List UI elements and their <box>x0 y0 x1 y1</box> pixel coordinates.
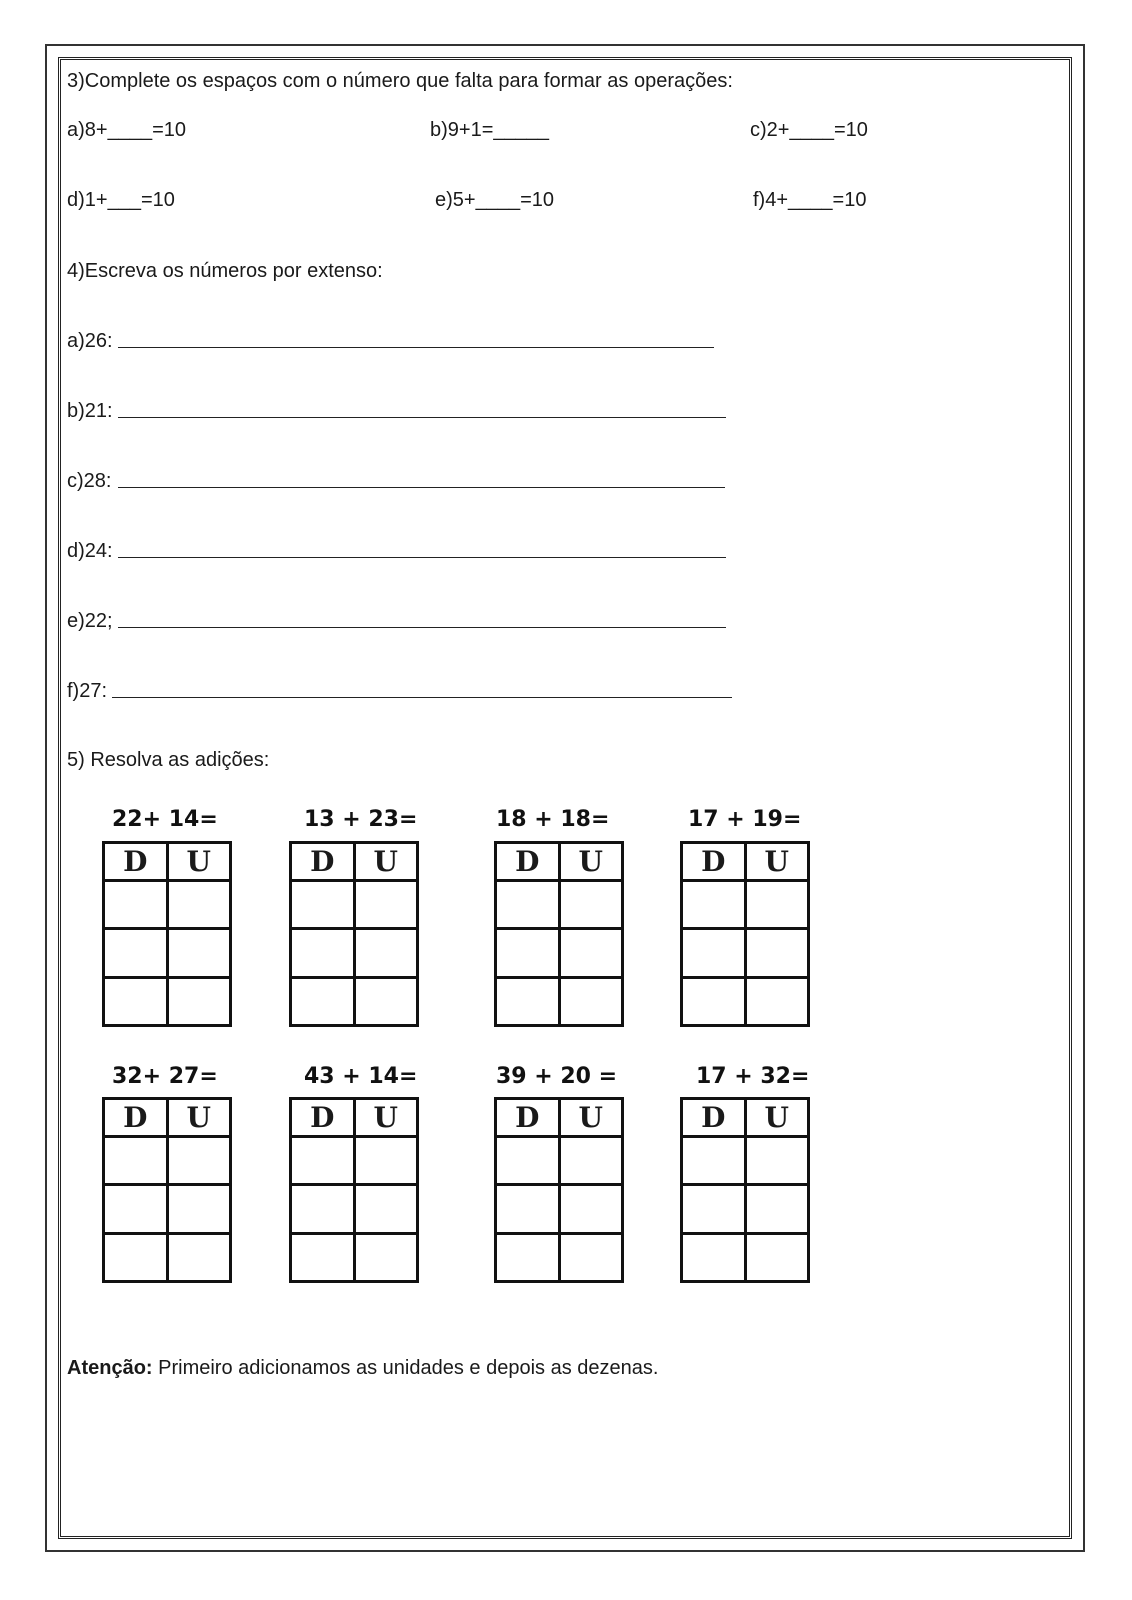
du-grid <box>680 1097 810 1283</box>
grid-cell[interactable] <box>682 881 746 929</box>
q3-item-d: d)1+___=10 <box>67 189 175 211</box>
grid-cell[interactable] <box>496 929 560 977</box>
grid-cell[interactable] <box>291 881 355 929</box>
du-grid <box>680 841 810 1027</box>
sum-label: 13 + 23= <box>304 807 418 832</box>
grid-cell[interactable] <box>167 977 231 1025</box>
attention-note <box>67 1356 658 1380</box>
du-grid <box>494 1097 624 1283</box>
units-header: U <box>354 1099 418 1137</box>
grid-cell[interactable] <box>559 881 623 929</box>
tens-header: D <box>496 843 560 881</box>
answer-line-d[interactable] <box>118 557 726 558</box>
tens-header: D <box>104 1099 168 1137</box>
q4-item-f: f)27: <box>67 680 108 702</box>
q3-title: 3)Complete os espaços com o número que falta para formar as operações: <box>67 70 733 92</box>
sum-label: 39 + 20 = <box>496 1064 618 1089</box>
units-header: U <box>167 1099 231 1137</box>
sum-label: 32+ 27= <box>112 1064 218 1089</box>
q3-item-e: e)5+____=10 <box>435 189 555 211</box>
q4-item-d: d)24: <box>67 540 113 562</box>
tens-header: D <box>496 1099 560 1137</box>
grid-cell[interactable] <box>559 929 623 977</box>
answer-line-b[interactable] <box>118 417 726 418</box>
units-header: U <box>559 843 623 881</box>
du-grid <box>102 1097 232 1283</box>
sum-label: 17 + 19= <box>688 807 802 832</box>
grid-cell[interactable] <box>682 929 746 977</box>
grid-cell[interactable] <box>559 977 623 1025</box>
tens-header: D <box>104 843 168 881</box>
du-grid <box>494 841 624 1027</box>
du-grid <box>102 841 232 1027</box>
tens-header: D <box>682 843 746 881</box>
grid-cell[interactable] <box>104 1137 168 1185</box>
grid-cell[interactable] <box>354 1233 418 1281</box>
du-grid <box>289 1097 419 1283</box>
grid-cell[interactable] <box>167 1185 231 1233</box>
grid-cell[interactable] <box>559 1137 623 1185</box>
q4-item-c: c)28: <box>67 470 112 492</box>
grid-cell[interactable] <box>167 1137 231 1185</box>
grid-cell[interactable] <box>291 1233 355 1281</box>
grid-cell[interactable] <box>104 1233 168 1281</box>
grid-cell[interactable] <box>496 881 560 929</box>
grid-cell[interactable] <box>496 977 560 1025</box>
grid-cell[interactable] <box>104 881 168 929</box>
tens-header: D <box>682 1099 746 1137</box>
q4-item-e: e)22; <box>67 610 113 632</box>
answer-line-c[interactable] <box>118 487 725 488</box>
sum-label: 22+ 14= <box>112 807 218 832</box>
grid-cell[interactable] <box>104 977 168 1025</box>
grid-cell[interactable] <box>291 929 355 977</box>
units-header: U <box>167 843 231 881</box>
grid-cell[interactable] <box>291 1185 355 1233</box>
grid-cell[interactable] <box>682 1137 746 1185</box>
grid-cell[interactable] <box>682 1233 746 1281</box>
grid-cell[interactable] <box>745 1233 809 1281</box>
answer-line-a[interactable] <box>118 347 714 348</box>
grid-cell[interactable] <box>167 929 231 977</box>
grid-cell[interactable] <box>745 977 809 1025</box>
tens-header: D <box>291 843 355 881</box>
units-header: U <box>745 1099 809 1137</box>
q3-item-f: f)4+____=10 <box>753 189 867 211</box>
grid-cell[interactable] <box>682 977 746 1025</box>
q4-item-b: b)21: <box>67 400 113 422</box>
attention-label: Atenção: <box>67 1357 153 1379</box>
q3-item-c: c)2+____=10 <box>750 119 868 141</box>
q5-title: 5) Resolva as adições: <box>67 749 270 771</box>
grid-cell[interactable] <box>354 1137 418 1185</box>
tens-header: D <box>291 1099 355 1137</box>
grid-cell[interactable] <box>291 977 355 1025</box>
grid-cell[interactable] <box>496 1233 560 1281</box>
grid-cell[interactable] <box>496 1137 560 1185</box>
units-header: U <box>354 843 418 881</box>
sum-label: 18 + 18= <box>496 807 610 832</box>
grid-cell[interactable] <box>745 1137 809 1185</box>
units-header: U <box>745 843 809 881</box>
q3-item-a: a)8+____=10 <box>67 119 187 141</box>
grid-cell[interactable] <box>291 1137 355 1185</box>
grid-cell[interactable] <box>354 977 418 1025</box>
q4-item-a: a)26: <box>67 330 113 352</box>
du-grid <box>289 841 419 1027</box>
grid-cell[interactable] <box>745 881 809 929</box>
grid-cell[interactable] <box>354 1185 418 1233</box>
grid-cell[interactable] <box>354 881 418 929</box>
grid-cell[interactable] <box>745 929 809 977</box>
grid-cell[interactable] <box>682 1185 746 1233</box>
q4-title: 4)Escreva os números por extenso: <box>67 260 383 282</box>
grid-cell[interactable] <box>745 1185 809 1233</box>
sum-label: 17 + 32= <box>696 1064 810 1089</box>
answer-line-e[interactable] <box>118 627 726 628</box>
grid-cell[interactable] <box>167 881 231 929</box>
sum-label: 43 + 14= <box>304 1064 418 1089</box>
grid-cell[interactable] <box>104 929 168 977</box>
grid-cell[interactable] <box>104 1185 168 1233</box>
grid-cell[interactable] <box>354 929 418 977</box>
answer-line-f[interactable] <box>112 697 732 698</box>
grid-cell[interactable] <box>496 1185 560 1233</box>
attention-text: Primeiro adicionamos as unidades e depois as dezenas. <box>152 1357 659 1379</box>
units-header: U <box>559 1099 623 1137</box>
q3-item-b: b)9+1=_____ <box>430 119 550 141</box>
grid-cell[interactable] <box>559 1233 623 1281</box>
grid-cell[interactable] <box>559 1185 623 1233</box>
grid-cell[interactable] <box>167 1233 231 1281</box>
